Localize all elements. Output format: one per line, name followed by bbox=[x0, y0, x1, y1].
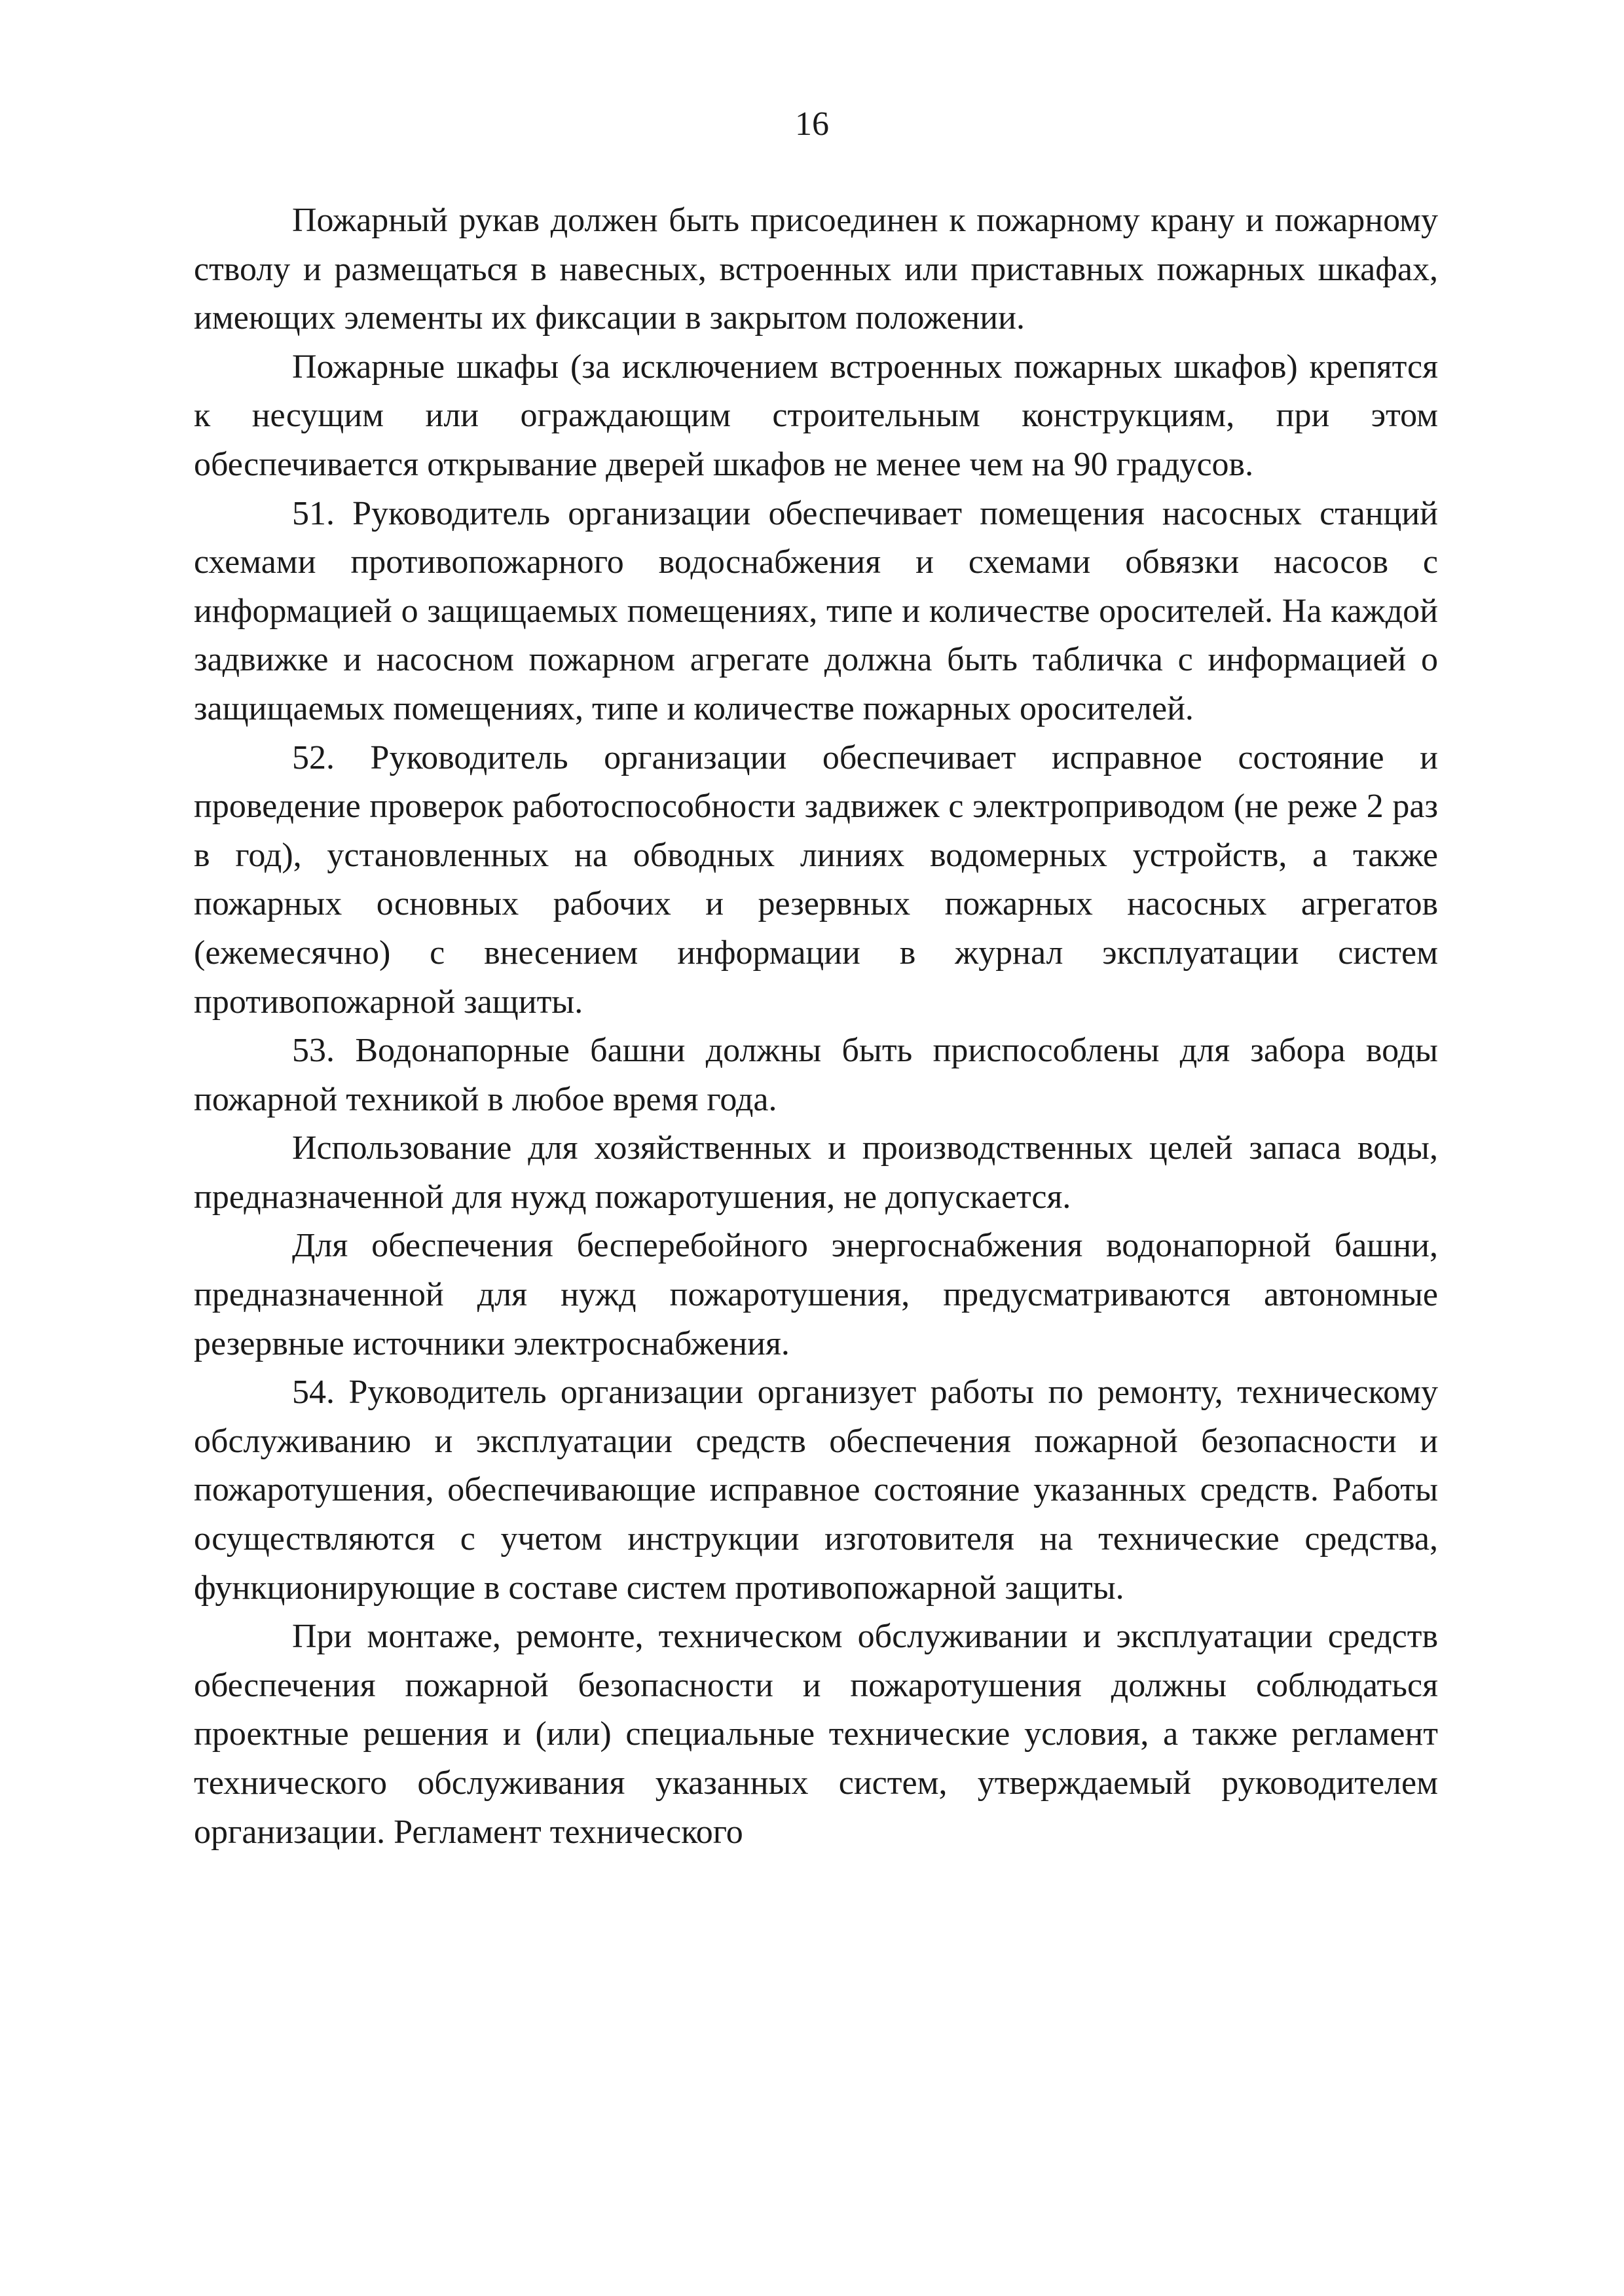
document-body bbox=[194, 196, 1438, 1857]
page-number: 16 bbox=[795, 105, 829, 143]
paragraph-fire-hose: Пожарный рукав должен быть присоединен к пожарному крану и пожарному стволу и размещаться в навесных, встроенных или приставных пожарных шкафах, имеющих элементы их фиксации в закрытом положении. bbox=[194, 202, 1438, 337]
paragraph-item-54: 54. Руководитель организации организует работы по ремонту, техническому обслуживанию и эксплуатации средств обеспечения пожарной безопасности и пожаротушения, обеспечивающие исправное состояние указанных средств. Работы осуществляются с учетом инструкции изготовителя на технические средства, функционирующие в составе систем противопожарной защиты. bbox=[194, 1374, 1438, 1607]
paragraph-maintenance-regulation: При монтаже, ремонте, техническом обслуживании и эксплуатации средств обеспечения пожарной безопасности и пожаротушения должны соблюдаться проектные решения и (или) специальные технические условия, а также регламент технического обслуживания указанных систем, утверждаемый руководителем организации. Регламент технического bbox=[194, 1618, 1438, 1851]
paragraph-fire-cabinets: Пожарные шкафы (за исключением встроенных пожарных шкафов) крепятся к несущим или ограждающим строительным конструкциям, при этом обеспечивается открывание дверей шкафов не менее чем на 90 градусов. bbox=[194, 348, 1438, 483]
paragraph-power-supply: Для обеспечения бесперебойного энергоснабжения водонапорной башни, предназначенной для нужд пожаротушения, предусматриваются автономные резервные источники электроснабжения. bbox=[194, 1227, 1438, 1362]
paragraph-water-use: Использование для хозяйственных и производственных целей запаса воды, предназначенной для нужд пожаротушения, не допускается. bbox=[194, 1129, 1438, 1216]
paragraph-item-51: 51. Руководитель организации обеспечивает помещения насосных станций схемами противопожарного водоснабжения и схемами обвязки насосов с информацией о защищаемых помещениях, типе и количестве оросителей. На каждой задвижке и насосном пожарном агрегате должна быть табличка с информацией о защищаемых помещениях, типе и количестве пожарных оросителей. bbox=[194, 494, 1438, 727]
paragraph-item-52: 52. Руководитель организации обеспечивает исправное состояние и проведение проверок работоспособности задвижек с электроприводом (не реже 2 раз в год), установленных на обводных линиях водомерных устройств, а также пожарных основных рабочих и резервных пожарных насосных агрегатов (ежемесячно) с внесением информации в журнал эксплуатации систем противопожарной защиты. bbox=[194, 738, 1438, 1021]
paragraph-item-53: 53. Водонапорные башни должны быть приспособлены для забора воды пожарной техникой в любое время года. bbox=[194, 1032, 1438, 1118]
